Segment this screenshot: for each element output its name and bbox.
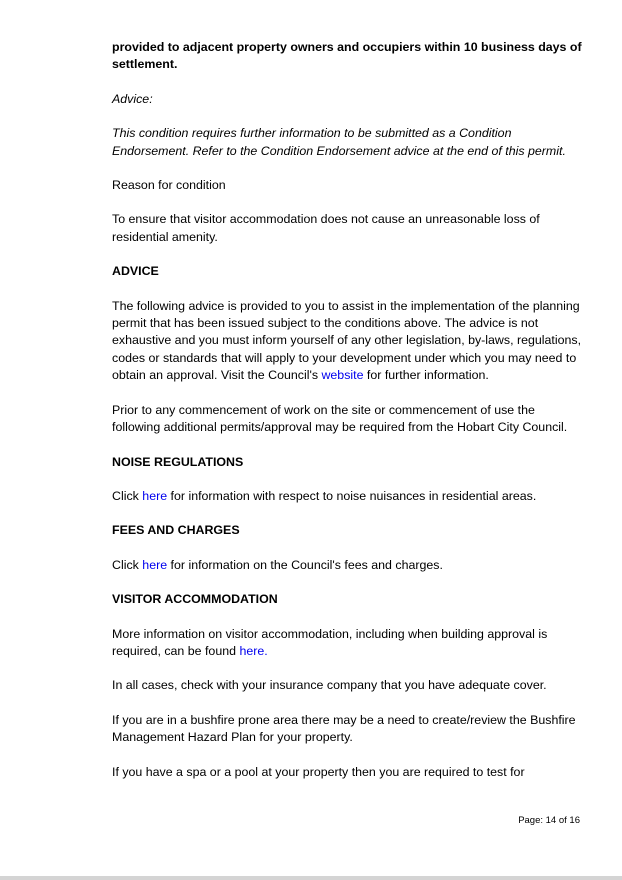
- noise-heading: NOISE REGULATIONS: [112, 454, 244, 469]
- visitor-paragraph-4: If you have a spa or a pool at your property then you are required to test for: [112, 764, 525, 779]
- page-content: [112, 39, 582, 798]
- reason-text: To ensure that visitor accommodation does not cause an unreasonable loss of residential amenity.: [112, 212, 540, 244]
- advice-para1-tail: for further information.: [363, 368, 489, 383]
- advice-text: This condition requires further information to be submitted as a Condition Endorsement. Refer to the Condition Endorsement advice at the end of this permit.: [112, 126, 566, 158]
- noise-here-link[interactable]: here: [142, 488, 168, 503]
- noise-tail-text: for information with respect to noise nuisances in residential areas.: [167, 488, 537, 503]
- visitor-paragraph-1: [112, 626, 582, 661]
- website-link[interactable]: website: [321, 368, 364, 383]
- fees-here-link[interactable]: here: [142, 557, 168, 572]
- noise-paragraph: [112, 488, 582, 505]
- fees-heading: FEES AND CHARGES: [112, 523, 240, 538]
- visitor-here-link[interactable]: here.: [239, 643, 268, 658]
- noise-click-text: Click: [112, 488, 143, 503]
- condition-bold-text: provided to adjacent property owners and occupiers within 10 business days of settlement.: [112, 40, 582, 72]
- fees-tail-text: for information on the Council's fees and charges.: [167, 557, 443, 572]
- visitor-heading: VISITOR ACCOMMODATION: [112, 592, 278, 607]
- advice-heading: ADVICE: [112, 264, 159, 279]
- reason-label: Reason for condition: [112, 178, 226, 193]
- visitor-para1-text: More information on visitor accommodation, including when building approval is required, can be found: [112, 626, 548, 658]
- advice-paragraph-2: Prior to any commencement of work on the site or commencement of use the following additional permits/approval may be required from the Hobart City Council.: [112, 402, 568, 435]
- page-bottom-divider: [0, 876, 622, 880]
- visitor-paragraph-2: In all cases, check with your insurance company that you have adequate cover.: [112, 678, 547, 693]
- fees-paragraph: [112, 557, 582, 574]
- fees-click-text: Click: [112, 557, 143, 572]
- page-number: Page: 14 of 16: [518, 815, 580, 826]
- advice-label: Advice:: [112, 91, 153, 106]
- advice-paragraph-1: [112, 298, 582, 385]
- advice-para1-text: The following advice is provided to you to assist in the implementation of the planning permit that has been issued subject to the conditions above. The advice is not exhaustive and you must inform yourself of any other legislation, by-laws, regulations, codes or standards that will apply to your development under which you may need to obtain an approval. Visit the Council's: [112, 298, 582, 383]
- visitor-paragraph-3: If you are in a bushfire prone area there may be a need to create/review the Bushfire Management Hazard Plan for your property.: [112, 712, 576, 745]
